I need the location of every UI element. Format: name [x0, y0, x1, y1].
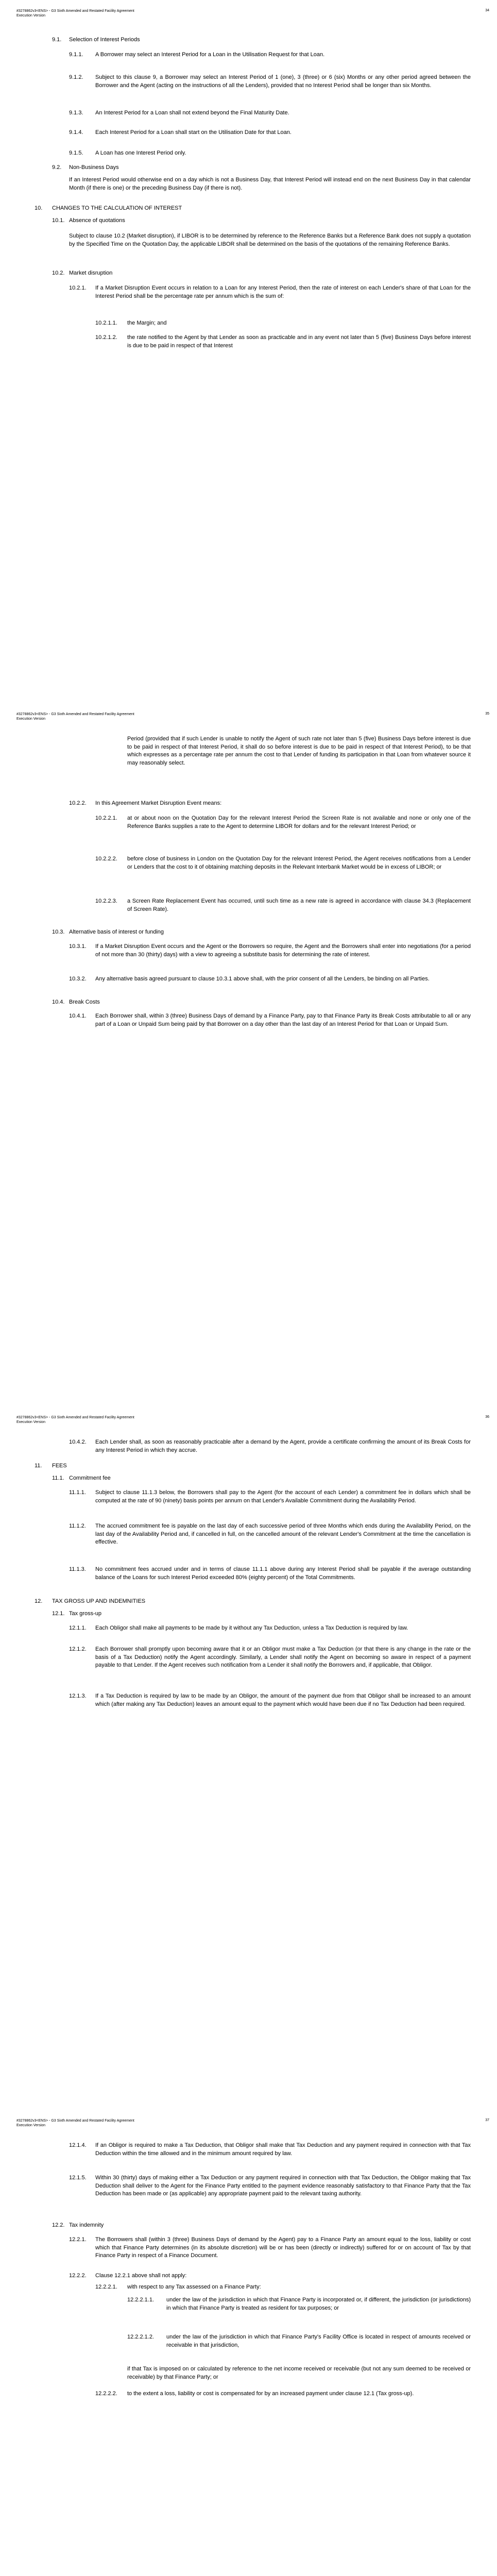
clause-text: If a Market Disruption Event occurs and the Agent or the Borrowers so require, the Agent and the Borrowers shall enter into negotiations (for a period of not more than 30 (thirty) days) with a view to agreeing a substitute basis for determining the rate of interest.	[95, 943, 471, 958]
clause-heading: CHANGES TO THE CALCULATION OF INTEREST	[52, 205, 182, 211]
page-header	[16, 9, 134, 18]
clause-number: 9.1.5.	[69, 150, 83, 156]
clause-number: 10.2.1.	[69, 285, 87, 291]
clause-text: Each Interest Period for a Loan shall start on the Utilisation Date for that Loan.	[95, 129, 292, 135]
clause-number: 10.4.1.	[69, 1013, 87, 1019]
clause-text: Clause 12.2.1 above shall not apply:	[95, 2273, 187, 2279]
clause-text: An Interest Period for a Loan shall not extend beyond the Final Maturity Date.	[95, 110, 289, 116]
clause-number: 12.1.5.	[69, 2175, 87, 2181]
clause-number: 11.1.3.	[69, 1566, 86, 1572]
clause-heading: Commitment fee	[69, 1475, 111, 1481]
clause-text: Each Obligor shall make all payments to be made by it without any Tax Deduction, unless a Tax Deduction is required by law.	[95, 1625, 408, 1631]
clause-number: 10.4.2.	[69, 1439, 87, 1445]
clause-number: 9.1.	[52, 37, 62, 43]
clause-text: Subject to clause 10.2 (Market disruption), if LIBOR is to be determined by reference to the Reference Banks but a Reference Bank does not supply a quotation by the Specified Time on the Quotation Day, the applicable LIBOR shall be determined on the basis of the quotations of the remaining Reference Banks.	[69, 233, 471, 247]
page-header	[16, 712, 134, 721]
header-version: Execution Version	[16, 1420, 46, 1424]
clause-number: 9.1.2.	[69, 74, 83, 80]
clause-text: Period (provided that if such Lender is unable to notify the Agent of such rate not later than 5 (five) Business Days before interest is due to be paid in respect of that Interest Period, it shall do so before interest is due to be paid in respect of that Interest Period), to be that which expresses as a percentage rate per annum the cost to that Lender of funding its participation in that Loan from whatever source it may reasonably select.	[127, 736, 471, 766]
clause-number: 10.1.	[52, 217, 65, 224]
clause-number: 12.2.2.2.	[95, 2391, 117, 2397]
clause-number: 9.1.4.	[69, 129, 83, 135]
clause-number: 10.3.1.	[69, 943, 87, 950]
clause-number: 10.2.2.	[69, 800, 87, 806]
clause-text: to the extent a loss, liability or cost is compensated for by an increased payment under clause 12.1 (Tax gross-up).	[127, 2391, 414, 2397]
clause-heading: Non-Business Days	[69, 164, 119, 171]
clause-number: 10.3.2.	[69, 976, 87, 982]
header-title: #3278862v3<ENS> - G3 Sixth Amended and Restated Facility Agreement	[16, 9, 134, 13]
page-number: 35	[485, 712, 489, 716]
clause-text: if that Tax is imposed on or calculated by reference to the net income received or receivable (but not any sum deemed to be received or receivable) by that Finance Party; or	[127, 2366, 471, 2380]
clause-number: 12.2.2.1.2.	[127, 2334, 154, 2340]
clause-text: Subject to clause 11.1.3 below, the Borrowers shall pay to the Agent (for the account of each Lender) a commitment fee in dollars which shall be computed at the rate of 90 (ninety) basis points per annum on that Lender's Available Commitment during the Availability Period.	[95, 1489, 471, 1504]
clause-text: with respect to any Tax assessed on a Finance Party:	[127, 2284, 261, 2290]
clause-text: the Margin; and	[127, 320, 167, 326]
clause-text: under the law of the jurisdiction in which that Finance Party's Facility Office is located in respect of amounts received or receivable in that jurisdiction,	[166, 2334, 471, 2348]
clause-text: If an Obligor is required to make a Tax Deduction, that Obligor shall make that Tax Deduction and any payment required in connection with that Tax Deduction within the time allowed and in the minimum amount required by law.	[95, 2142, 471, 2157]
clause-text: Subject to this clause 9, a Borrower may select an Interest Period of 1 (one), 3 (three) or 6 (six) Months or any other period agreed between the Borrower and the Agent (acting on the instructions of all the Lenders), provided that no Interest Period shall be longer than six Months.	[95, 74, 471, 89]
clause-number: 10.2.	[52, 270, 65, 276]
clause-text: before close of business in London on the Quotation Day for the relevant Interest Period, the Agent receives notifications from a Lender or Lenders that the cost to it of obtaining matching deposits in the Relevant Interbank Market would be in excess of LIBOR; or	[127, 856, 471, 870]
clause-number: 10.4.	[52, 999, 65, 1005]
clause-text: If a Tax Deduction is required by law to be made by an Obligor, the amount of the payment due from that Obligor shall be increased to an amount which (after making any Tax Deduction) leaves an amount equal to the payment which would have been due if no Tax Deduction had been required.	[95, 1693, 471, 1707]
clause-number: 10.2.1.1.	[95, 320, 117, 326]
page-header	[16, 2119, 134, 2128]
clause-text: If an Interest Period would otherwise end on a day which is not a Business Day, that Interest Period will instead end on the next Business Day in that calendar Month (if there is one) or the preceding Business Day (if there is not).	[69, 177, 471, 191]
clause-number: 12.1.4.	[69, 2142, 87, 2148]
page-number: 36	[485, 1415, 489, 1419]
clause-number: 11.	[35, 1463, 42, 1469]
clause-number: 12.2.1.	[69, 2236, 87, 2243]
clause-text: under the law of the jurisdiction in which that Finance Party is incorporated or, if different, the jurisdiction (or jurisdictions) in which that Finance Party is treated as resident for tax purposes; or	[166, 2297, 471, 2311]
clause-number: 10.3.	[52, 929, 65, 935]
clause-number: 10.2.2.3.	[95, 898, 117, 904]
clause-number: 12.1.3.	[69, 1693, 87, 1699]
header-title: #3278862v3<ENS> - G3 Sixth Amended and Restated Facility Agreement	[16, 1416, 134, 1419]
clause-number: 11.1.1.	[69, 1489, 86, 1496]
header-version: Execution Version	[16, 717, 46, 721]
clause-text: The accrued commitment fee is payable on the last day of each successive period of three Months which ends during the Availability Period, on the last day of the Availability Period and, if cancelled in full, on the cancelled amount of the relevant Lender's Commitment at the time the cancellation is effective.	[95, 1523, 471, 1545]
clause-number: 12.1.	[52, 1611, 65, 1617]
clause-number: 9.1.1.	[69, 52, 83, 58]
clause-number: 12.1.2.	[69, 1646, 87, 1652]
clause-number: 10.	[35, 205, 43, 211]
clause-number: 12.	[35, 1598, 43, 1604]
header-version: Execution Version	[16, 14, 46, 18]
clause-number: 11.1.	[52, 1475, 64, 1481]
clause-heading: Selection of Interest Periods	[69, 37, 140, 43]
document-page	[0, 0, 497, 703]
page-header	[16, 1415, 134, 1425]
clause-heading: Tax indemnity	[69, 2222, 104, 2228]
clause-number: 12.2.2.	[69, 2273, 87, 2279]
clause-text: A Loan has one Interest Period only.	[95, 150, 186, 156]
clause-heading: Alternative basis of interest or funding	[69, 929, 164, 935]
document-page	[0, 2110, 497, 2576]
clause-text: Any alternative basis agreed pursuant to clause 10.3.1 above shall, with the prior consent of all the Lenders, be binding on all Parties.	[95, 976, 430, 982]
clause-text: If a Market Disruption Event occurs in relation to a Loan for any Interest Period, then the rate of interest on each Lender's share of that Loan for the Interest Period shall be the percentage rate per annum which is the sum of:	[95, 285, 471, 299]
clause-text: at or about noon on the Quotation Day for the relevant Interest Period the Screen Rate is not available and none or only one of the Reference Banks supplies a rate to the Agent to determine LIBOR for dollars and for the relevant Interest Period; or	[127, 815, 471, 829]
clause-heading: Market disruption	[69, 270, 113, 276]
clause-number: 10.2.2.2.	[95, 856, 117, 862]
clause-heading: TAX GROSS UP AND INDEMNITIES	[52, 1598, 146, 1604]
clause-text: a Screen Rate Replacement Event has occurred, until such time as a new rate is agreed in accordance with clause 34.3 (Replacement of Screen Rate).	[127, 898, 471, 912]
document-page	[0, 703, 497, 1406]
clause-number: 12.2.	[52, 2222, 65, 2228]
clause-number: 11.1.2.	[69, 1523, 86, 1529]
page-number: 34	[485, 9, 489, 12]
clause-text: In this Agreement Market Disruption Event means:	[95, 800, 222, 806]
clause-number: 12.2.2.1.	[95, 2284, 117, 2290]
clause-number: 9.1.3.	[69, 110, 83, 116]
document-page	[0, 1406, 497, 2110]
header-title: #3278862v3<ENS> - G3 Sixth Amended and Restated Facility Agreement	[16, 2119, 134, 2123]
clause-number: 12.2.2.1.1.	[127, 2297, 154, 2303]
clause-heading: Absence of quotations	[69, 217, 125, 224]
clause-text: Each Lender shall, as soon as reasonably practicable after a demand by the Agent, provide a certificate confirming the amount of its Break Costs for any Interest Period in which they accrue.	[95, 1439, 471, 1453]
clause-text: Each Borrower shall promptly upon becoming aware that it or an Obligor must make a Tax Deduction (or that there is any change in the rate or the basis of a Tax Deduction) notify the Agent accordingly. Similarly, a Lender shall notify the Agent on becoming so aware in respect of a payment payable to that Lender. If the Agent receives such notification from a Lender it shall notify the Borrowers and, if applicable, that Obligor.	[95, 1646, 471, 1668]
clause-number: 10.2.1.2.	[95, 334, 117, 341]
clause-text: A Borrower may select an Interest Period for a Loan in the Utilisation Request for that Loan.	[95, 52, 325, 58]
clause-heading: Break Costs	[69, 999, 100, 1005]
clause-heading: Tax gross-up	[69, 1611, 101, 1617]
page-number: 37	[485, 2119, 489, 2122]
clause-text: No commitment fees accrued under and in terms of clause 11.1.1 above during any Interest Period shall be payable if the average outstanding balance of the Loans for such Interest Period exceeded 80% (eighty percent) of the Total Commitments.	[95, 1566, 471, 1581]
clause-text: the rate notified to the Agent by that Lender as soon as practicable and in any event not later than 5 (five) Business Days before interest is due to be paid in respect of that Interest	[127, 334, 471, 349]
clause-number: 10.2.2.1.	[95, 815, 117, 821]
clause-number: 9.2.	[52, 164, 62, 171]
clause-text: Each Borrower shall, within 3 (three) Business Days of demand by a Finance Party, pay to that Finance Party its Break Costs attributable to all or any part of a Loan or Unpaid Sum being paid by that Borrower on a day other than the last day of an Interest Period for that Loan or Unpaid Sum.	[95, 1013, 471, 1027]
header-version: Execution Version	[16, 2124, 46, 2127]
clause-text: Within 30 (thirty) days of making either a Tax Deduction or any payment required in connection with that Tax Deduction, the Obligor making that Tax Deduction shall deliver to the Agent for the Finance Party entitled to the payment evidence reasonably satisfactory to that Finance Party that the Tax Deduction has been made or (as applicable) any appropriate payment paid to the relevant taxing authority.	[95, 2175, 471, 2197]
clause-heading: FEES	[52, 1463, 67, 1469]
clause-number: 12.1.1.	[69, 1625, 87, 1631]
header-title: #3278862v3<ENS> - G3 Sixth Amended and Restated Facility Agreement	[16, 713, 134, 716]
clause-text: The Borrowers shall (within 3 (three) Business Days of demand by the Agent) pay to a Finance Party an amount equal to the loss, liability or cost which that Finance Party determines (in its absolute discretion) will be or has been (directly or indirectly) suffered for or on account of Tax by that Finance Party in respect of a Finance Document.	[95, 2236, 471, 2259]
